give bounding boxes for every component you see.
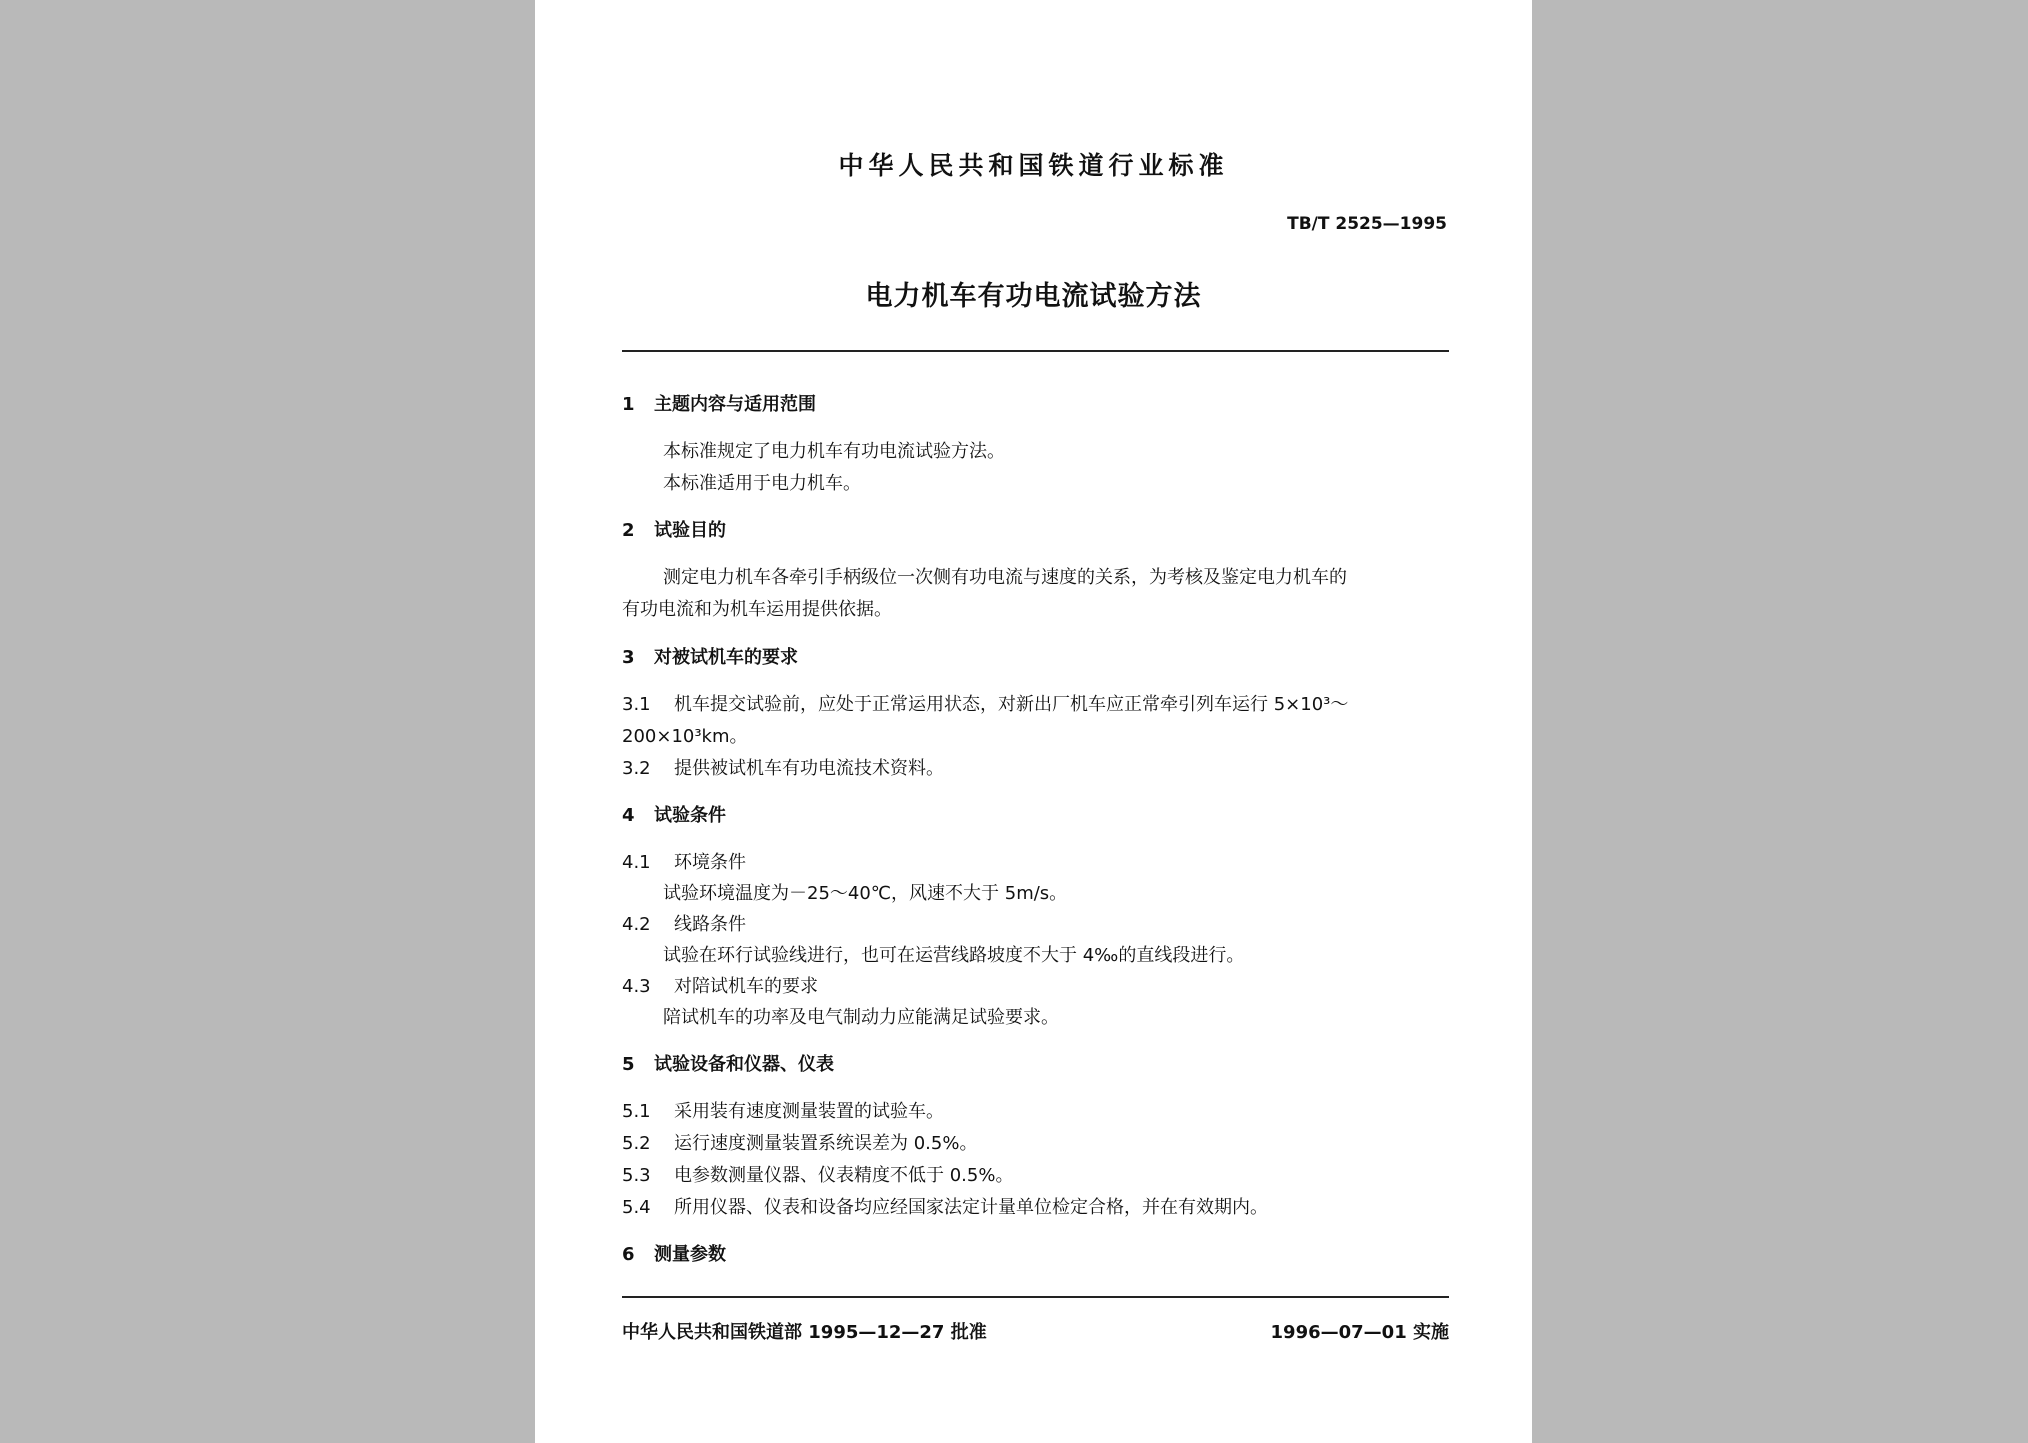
section-2-paragraph-line-1: 测定电力机车各牵引手柄级位一次侧有功电流与速度的关系，为考核及鉴定电力机车的 (663, 567, 1347, 588)
approval-statement: 中华人民共和国铁道部 1995—12—27 批准 (622, 1322, 987, 1343)
clause-5-2-text: 运行速度测量装置系统误差为 0.5%。 (674, 1133, 978, 1154)
clause-3-1 (622, 690, 1348, 716)
clause-3-1-text-line-2: 200×10³km。 (622, 726, 748, 747)
clause-5-4-number: 5.4 (622, 1197, 651, 1218)
clause-5-1-number: 5.1 (622, 1101, 651, 1122)
standard-category: 中华人民共和国铁道行业标准 (838, 151, 1229, 180)
clause-3-2 (622, 754, 944, 780)
section-5-title: 试验设备和仪器、仪表 (654, 1054, 834, 1075)
clause-4-1 (622, 848, 746, 874)
section-1-title: 主题内容与适用范围 (654, 394, 816, 415)
document-title: 电力机车有功电流试验方法 (865, 281, 1202, 312)
clause-5-4 (622, 1193, 1268, 1219)
standard-code: TB/T 2525—1995 (1287, 214, 1447, 234)
section-1-paragraph-2: 本标准适用于电力机车。 (663, 473, 861, 494)
clause-5-3-number: 5.3 (622, 1165, 651, 1186)
clause-5-1 (622, 1097, 944, 1123)
clause-5-4-text: 所用仪器、仪表和设备均应经国家法定计量单位检定合格，并在有效期内。 (674, 1197, 1268, 1218)
header-divider (622, 350, 1449, 352)
clause-4-3 (622, 972, 818, 998)
clause-3-2-text: 提供被试机车有功电流技术资料。 (674, 758, 944, 779)
section-4-heading (622, 801, 726, 827)
footer-divider (622, 1296, 1449, 1298)
clause-4-1-number: 4.1 (622, 852, 651, 873)
clause-4-3-text: 陪试机车的功率及电气制动力应能满足试验要求。 (663, 1007, 1059, 1028)
clause-4-2 (622, 910, 746, 936)
section-3-number: 3 (622, 647, 635, 668)
section-5-number: 5 (622, 1054, 635, 1075)
clause-3-1-number: 3.1 (622, 694, 651, 715)
effective-date: 1996—07—01 实施 (1270, 1322, 1449, 1343)
section-2-paragraph-line-2: 有功电流和为机车运用提供依据。 (622, 599, 892, 620)
section-6-heading (622, 1240, 726, 1266)
section-3-title: 对被试机车的要求 (654, 647, 798, 668)
clause-4-1-text: 试验环境温度为－25～40℃，风速不大于 5m/s。 (663, 883, 1068, 904)
clause-4-3-title: 对陪试机车的要求 (674, 976, 818, 997)
clause-4-2-title: 线路条件 (674, 914, 746, 935)
section-1-heading (622, 390, 816, 416)
clause-4-1-title: 环境条件 (674, 852, 746, 873)
clause-4-2-number: 4.2 (622, 914, 651, 935)
clause-3-2-number: 3.2 (622, 758, 651, 779)
document-page (535, 0, 1532, 1443)
section-2-heading (622, 516, 726, 542)
section-4-title: 试验条件 (654, 805, 726, 826)
section-5-heading (622, 1050, 834, 1076)
section-6-title: 测量参数 (654, 1244, 726, 1265)
section-4-number: 4 (622, 805, 635, 826)
clause-5-1-text: 采用装有速度测量装置的试验车。 (674, 1101, 944, 1122)
section-1-number: 1 (622, 394, 635, 415)
clause-5-2 (622, 1129, 977, 1155)
section-3-heading (622, 643, 798, 669)
clause-4-3-number: 4.3 (622, 976, 651, 997)
section-2-number: 2 (622, 520, 635, 541)
clause-3-1-text-line-1: 机车提交试验前，应处于正常运用状态，对新出厂机车应正常牵引列车运行 5×10³～ (674, 694, 1349, 715)
clause-5-3 (622, 1161, 1013, 1187)
section-6-number: 6 (622, 1244, 635, 1265)
section-1-paragraph-1: 本标准规定了电力机车有功电流试验方法。 (663, 441, 1005, 462)
clause-5-3-text: 电参数测量仪器、仪表精度不低于 0.5%。 (674, 1165, 1014, 1186)
section-2-title: 试验目的 (654, 520, 726, 541)
clause-5-2-number: 5.2 (622, 1133, 651, 1154)
clause-4-2-text: 试验在环行试验线进行，也可在运营线路坡度不大于 4‰的直线段进行。 (663, 945, 1245, 966)
